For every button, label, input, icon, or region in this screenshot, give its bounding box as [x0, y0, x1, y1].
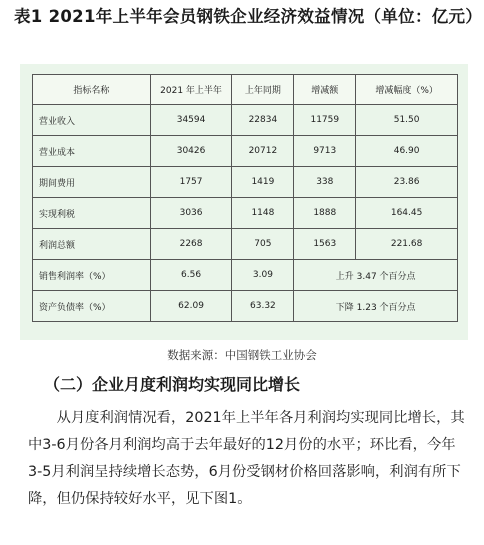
header-change-rate: 增减幅度（%） — [356, 75, 458, 105]
header-2021h1: 2021 年上半年 — [150, 75, 232, 105]
cell-value: 221.68 — [356, 229, 458, 260]
row-label: 利润总额 — [33, 229, 151, 260]
cell-value: 338 — [294, 167, 356, 198]
cell-value: 1888 — [294, 198, 356, 229]
section-heading: （二）企业月度利润均实现同比增长 — [44, 375, 301, 394]
header-last-year: 上年同期 — [232, 75, 294, 105]
row-label: 资产负债率（%） — [33, 291, 151, 322]
table-header-row — [33, 75, 458, 105]
cell-value: 34594 — [150, 105, 232, 136]
row-label: 实现利税 — [33, 198, 151, 229]
cell-value: 9713 — [294, 136, 356, 167]
cell-value: 1148 — [232, 198, 294, 229]
table-title: 表1 2021年上半年会员钢铁企业经济效益情况（单位：亿元） — [14, 7, 483, 26]
cell-value: 30426 — [150, 136, 232, 167]
cell-value: 51.50 — [356, 105, 458, 136]
cell-value: 46.90 — [356, 136, 458, 167]
body-paragraph: 从月度利润情况看，2021年上半年各月利润均实现同比增长，其中3-6月份各月利润均高于去年最好的12月份的水平；环比看，今年3-5月利润呈持续增长态势，6月份受钢材价格回落影响，利润有所下降，但仍保持较好水平，见下图1。 — [28, 410, 465, 507]
cell-value: 62.09 — [150, 291, 232, 322]
cell-value: 23.86 — [356, 167, 458, 198]
table-row — [33, 198, 458, 229]
table-row — [33, 229, 458, 260]
economic-benefit-table — [32, 74, 458, 322]
row-label: 期间费用 — [33, 167, 151, 198]
cell-value: 11759 — [294, 105, 356, 136]
cell-change-note: 下降 1.23 个百分点 — [294, 291, 458, 322]
cell-value: 705 — [232, 229, 294, 260]
cell-change-note: 上升 3.47 个百分点 — [294, 260, 458, 291]
header-indicator: 指标名称 — [33, 75, 151, 105]
table-row — [33, 167, 458, 198]
row-label: 营业收入 — [33, 105, 151, 136]
cell-value: 22834 — [232, 105, 294, 136]
header-change: 增减额 — [294, 75, 356, 105]
cell-value: 6.56 — [150, 260, 232, 291]
table-panel — [20, 64, 468, 340]
cell-value: 164.45 — [356, 198, 458, 229]
cell-value: 1757 — [150, 167, 232, 198]
table-row — [33, 260, 458, 291]
table-row — [33, 136, 458, 167]
table-row — [33, 105, 458, 136]
cell-value: 3036 — [150, 198, 232, 229]
table-row — [33, 291, 458, 322]
row-label: 销售利润率（%） — [33, 260, 151, 291]
cell-value: 2268 — [150, 229, 232, 260]
cell-value: 3.09 — [232, 260, 294, 291]
cell-value: 20712 — [232, 136, 294, 167]
row-label: 营业成本 — [33, 136, 151, 167]
cell-value: 1563 — [294, 229, 356, 260]
cell-value: 63.32 — [232, 291, 294, 322]
data-source: 数据来源：中国钢铁工业协会 — [167, 348, 317, 362]
cell-value: 1419 — [232, 167, 294, 198]
